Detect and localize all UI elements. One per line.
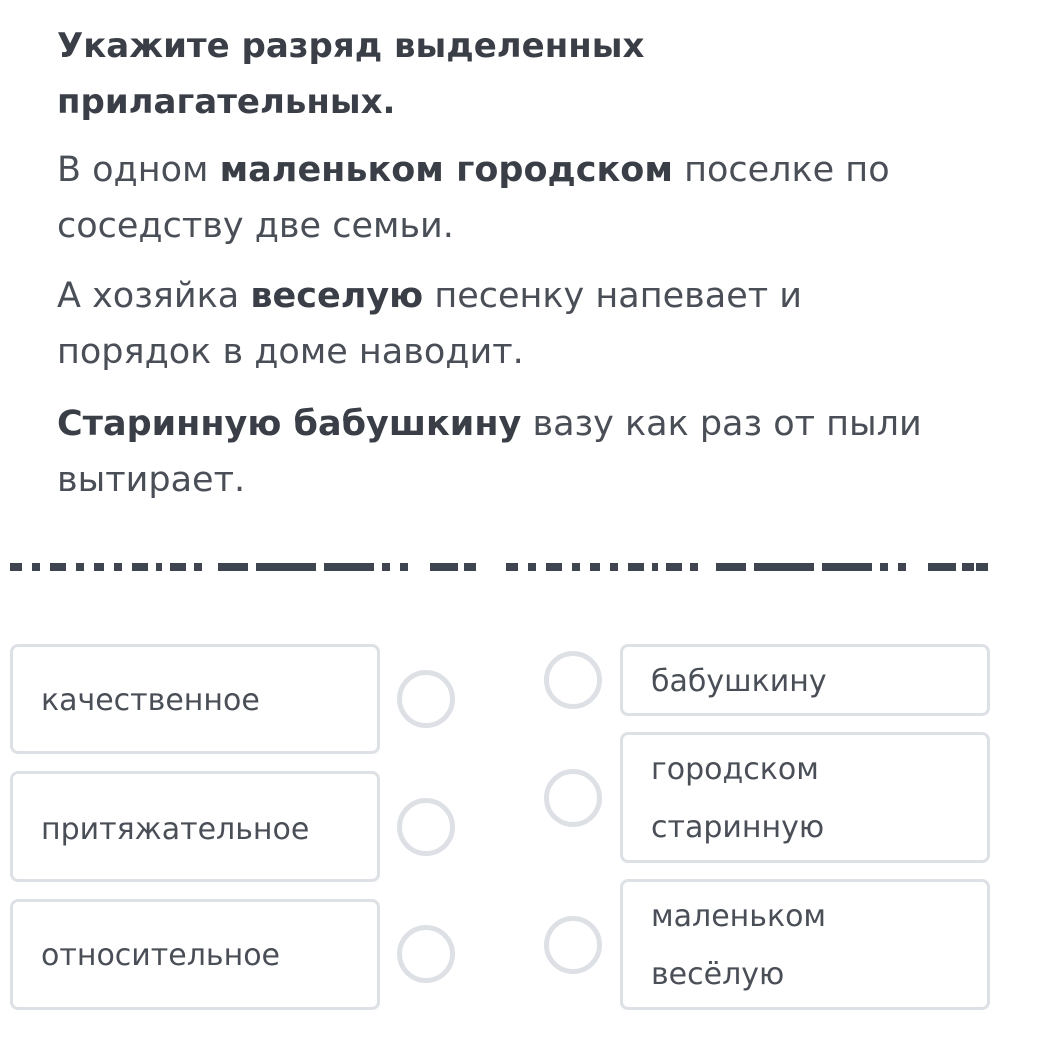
highlighted-adjectives: Старинную бабушкину	[57, 404, 522, 444]
category-label: относительное	[41, 938, 281, 973]
left-connector-3[interactable]	[397, 925, 455, 983]
left-connector-2[interactable]	[397, 798, 455, 856]
right-connector-1[interactable]	[544, 651, 602, 709]
answer-option-1[interactable]	[620, 644, 990, 716]
category-option-relative[interactable]	[10, 899, 380, 1010]
highlighted-adjectives: веселую	[250, 276, 424, 316]
question-title: Укажите разряд выделенных прилагательных.	[57, 26, 645, 122]
answer-option-3[interactable]	[620, 879, 990, 1010]
answer-word: городском	[651, 752, 819, 787]
answer-word: весёлую	[651, 957, 785, 992]
highlighted-adjectives: маленьком городском	[219, 150, 673, 190]
category-option-possessive[interactable]	[10, 771, 380, 882]
category-label: притяжательное	[41, 812, 310, 847]
answer-word: маленьком	[651, 899, 827, 934]
category-label: качественное	[41, 683, 260, 718]
category-option-qualitative[interactable]	[10, 644, 380, 754]
answer-word: старинную	[651, 810, 825, 845]
sentence-3: Старинную бабушкину вазу как раз от пыли вытирает.	[57, 404, 922, 500]
left-connector-1[interactable]	[397, 670, 455, 728]
answer-option-2[interactable]	[620, 732, 990, 863]
sentence-2: А хозяйка веселую песенку напевает и порядок в доме наводит.	[57, 276, 802, 372]
dashed-divider	[10, 563, 988, 571]
answer-word: бабушкину	[651, 664, 827, 699]
right-connector-2[interactable]	[544, 769, 602, 827]
right-connector-3[interactable]	[544, 916, 602, 974]
sentence-1: В одном маленьком городском поселке по соседству две семьи.	[57, 150, 890, 246]
